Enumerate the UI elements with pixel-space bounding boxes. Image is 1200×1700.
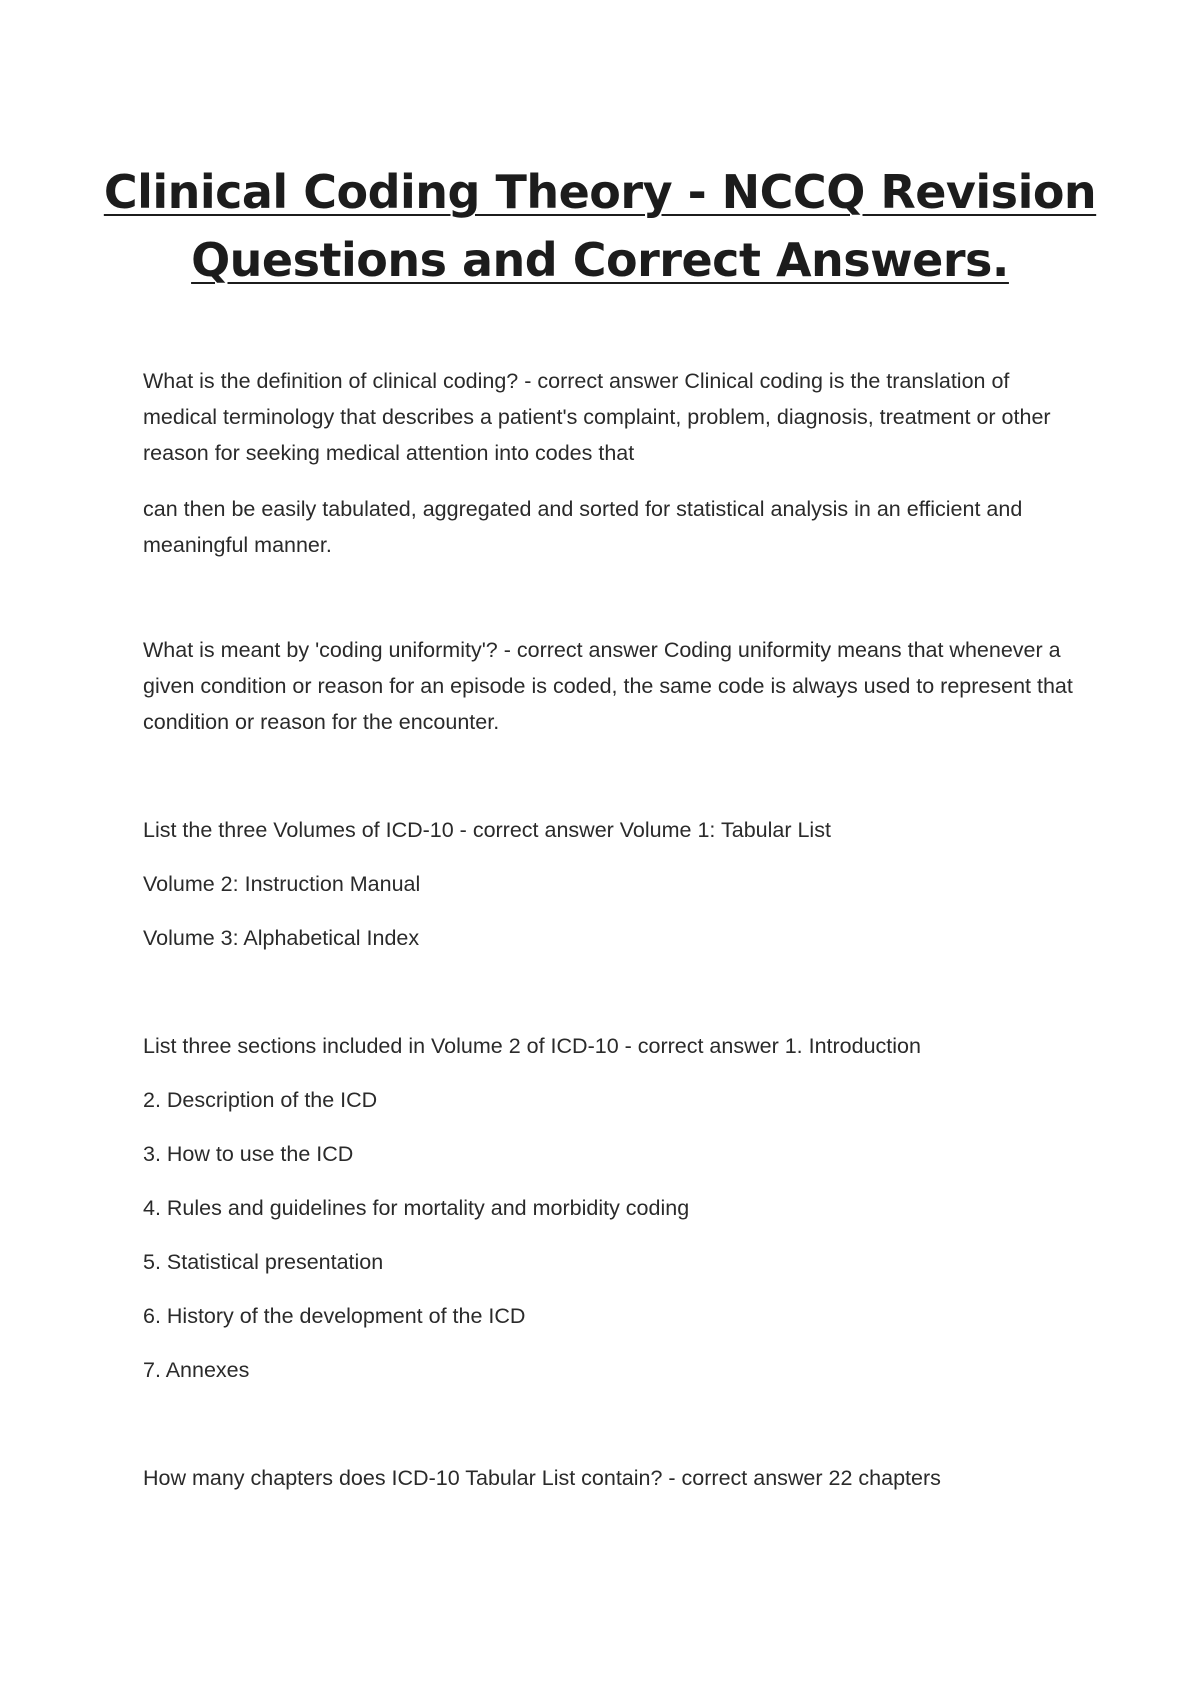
qa-tabular-list-chapters: How many chapters does ICD-10 Tabular List contain? - correct answer 22 chapters: [143, 1466, 941, 1490]
qa-coding-uniformity: What is meant by 'coding uniformity'? - correct answer Coding uniformity means that whenever a given condition or reason for an episode is coded, the same code is always used to represent that condition or reason for the encounter.: [143, 638, 1073, 734]
qa-definition-question-answer: What is the definition of clinical coding? - correct answer Clinical coding is the translation of medical terminology that describes a patient's complaint, problem, diagnosis, treatment or other reason for seeking medical attention into codes that: [143, 369, 1051, 465]
qa-volume2-section-3: 3. How to use the ICD: [143, 1142, 354, 1166]
qa-volume2-section-7: 7. Annexes: [143, 1358, 250, 1382]
qa-volume2-section-4: 4. Rules and guidelines for mortality and morbidity coding: [143, 1196, 690, 1220]
qa-definition-answer-continued: can then be easily tabulated, aggregated and sorted for statistical analysis in an efficient and meaningful manner.: [143, 497, 1023, 557]
qa-volume2-section-2: 2. Description of the ICD: [143, 1088, 378, 1112]
qa-icd10-volumes-question: List the three Volumes of ICD-10 - correct answer Volume 1: Tabular List: [143, 818, 831, 842]
qa-volume2-section-6: 6. History of the development of the ICD: [143, 1304, 526, 1328]
title-line-1: Clinical Coding Theory - NCCQ Revision: [103, 165, 1097, 219]
title-line-2: Questions and Correct Answers.: [191, 233, 1009, 287]
qa-icd10-volume-2: Volume 2: Instruction Manual: [143, 872, 421, 896]
document-title: [100, 158, 1100, 294]
qa-volume2-section-5: 5. Statistical presentation: [143, 1250, 384, 1274]
qa-volume2-sections-question: List three sections included in Volume 2 of ICD-10 - correct answer 1. Introduction: [143, 1034, 921, 1058]
qa-icd10-volume-3: Volume 3: Alphabetical Index: [143, 926, 420, 950]
